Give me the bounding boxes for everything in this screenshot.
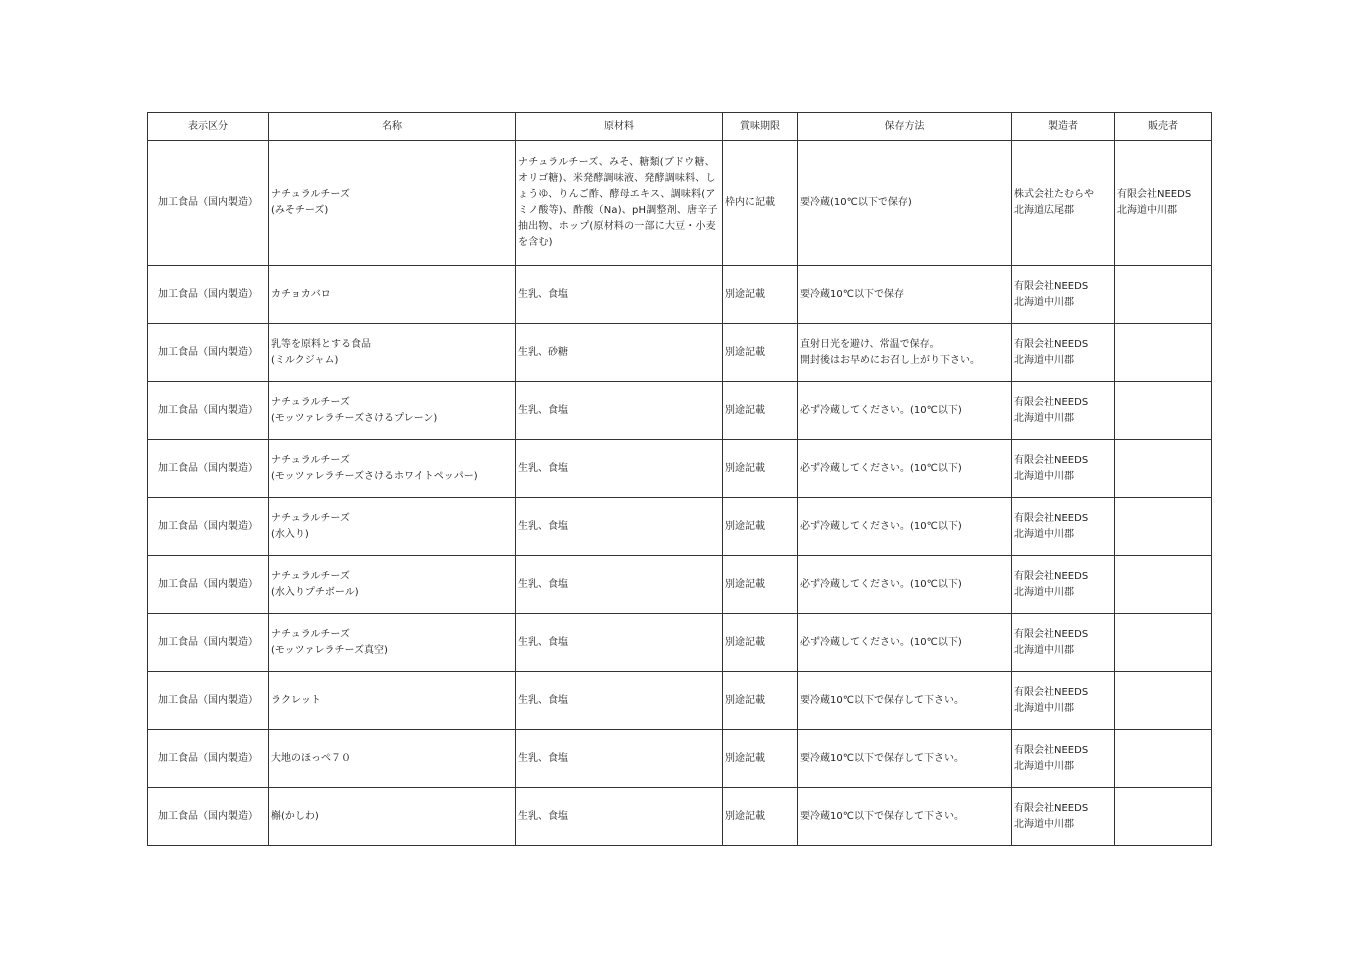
name-line: 槲(かしわ) — [271, 810, 319, 822]
storage-cell — [798, 382, 1012, 440]
manufacturer-line: 有限会社NEEDS — [1014, 570, 1089, 582]
expiry-text: 別途記載 — [725, 346, 765, 358]
ingredients-cell — [516, 324, 723, 382]
expiry-text: 枠内に記載 — [725, 197, 775, 208]
seller-cell — [1115, 672, 1212, 730]
expiry-cell — [723, 141, 798, 266]
category-text: 加工食品（国内製造） — [158, 288, 258, 300]
storage-cell — [798, 614, 1012, 672]
name-cell — [269, 440, 516, 498]
expiry-cell — [723, 324, 798, 382]
name-line: (モッツァレラチーズさけるプレーン) — [271, 412, 438, 424]
category-cell — [148, 266, 269, 324]
manufacturer-line: 北海道中川郡 — [1014, 528, 1074, 540]
ingredients-text: 生乳、食塩 — [518, 462, 568, 474]
header-ingredients: 原材料 — [516, 113, 723, 141]
storage-line: 要冷蔵10℃以下で保存して下さい。 — [800, 810, 964, 822]
header-storage: 保存方法 — [798, 113, 1012, 141]
expiry-cell — [723, 266, 798, 324]
expiry-text: 別途記載 — [725, 810, 765, 822]
manufacturer-cell — [1012, 788, 1115, 846]
name-line: 乳等を原料とする食品 — [271, 338, 371, 350]
name-line: ラクレット — [271, 694, 321, 706]
header-category: 表示区分 — [148, 113, 269, 141]
storage-line: 直射日光を避け、常温で保存。 — [800, 338, 940, 350]
category-cell — [148, 324, 269, 382]
storage-line: 必ず冷蔵してください。(10℃以下) — [800, 404, 962, 416]
ingredients-text: 生乳、食塩 — [518, 810, 568, 822]
manufacturer-cell — [1012, 614, 1115, 672]
manufacturer-line: 北海道広尾郡 — [1014, 205, 1074, 216]
name-cell — [269, 614, 516, 672]
manufacturer-line: 有限会社NEEDS — [1014, 454, 1089, 466]
category-cell — [148, 382, 269, 440]
manufacturer-line: 有限会社NEEDS — [1014, 512, 1089, 524]
manufacturer-line: 有限会社NEEDS — [1014, 802, 1089, 814]
storage-cell — [798, 440, 1012, 498]
table-row — [148, 730, 1212, 788]
category-text: 加工食品（国内製造） — [158, 752, 258, 764]
seller-cell — [1115, 614, 1212, 672]
storage-cell — [798, 498, 1012, 556]
storage-line: 必ず冷蔵してください。(10℃以下) — [800, 520, 962, 532]
manufacturer-line: 北海道中川郡 — [1014, 586, 1074, 598]
name-line: ナチュラルチーズ — [271, 396, 350, 408]
name-line: ナチュラルチーズ — [271, 628, 350, 640]
name-cell — [269, 672, 516, 730]
expiry-cell — [723, 440, 798, 498]
seller-cell — [1115, 730, 1212, 788]
category-text: 加工食品（国内製造） — [158, 404, 258, 416]
expiry-cell — [723, 614, 798, 672]
table-row — [148, 556, 1212, 614]
manufacturer-line: 有限会社NEEDS — [1014, 686, 1089, 698]
seller-line: 有限会社NEEDS — [1117, 189, 1192, 200]
ingredients-cell — [516, 498, 723, 556]
name-cell — [269, 498, 516, 556]
manufacturer-line: 有限会社NEEDS — [1014, 338, 1089, 350]
name-line: ナチュラルチーズ — [271, 570, 350, 582]
ingredients-text: 生乳、食塩 — [518, 636, 568, 648]
seller-cell — [1115, 440, 1212, 498]
manufacturer-line: 有限会社NEEDS — [1014, 744, 1089, 756]
name-line: ナチュラルチーズ — [271, 189, 350, 200]
name-line: カチョカバロ — [271, 288, 331, 300]
manufacturer-cell — [1012, 266, 1115, 324]
table-row — [148, 614, 1212, 672]
name-cell — [269, 141, 516, 266]
name-line: 大地のほっぺ７０ — [271, 752, 351, 764]
name-line: (みそチーズ) — [271, 205, 329, 216]
category-text: 加工食品（国内製造） — [158, 636, 258, 648]
seller-cell — [1115, 266, 1212, 324]
expiry-cell — [723, 730, 798, 788]
manufacturer-line: 北海道中川郡 — [1014, 760, 1074, 772]
table-row — [148, 440, 1212, 498]
storage-line: 必ず冷蔵してください。(10℃以下) — [800, 578, 962, 590]
name-line: ナチュラルチーズ — [271, 512, 350, 524]
ingredients-cell — [516, 556, 723, 614]
name-line: (ミルクジャム) — [271, 354, 339, 366]
ingredients-cell — [516, 672, 723, 730]
storage-cell — [798, 556, 1012, 614]
table-body — [148, 141, 1212, 846]
seller-cell — [1115, 498, 1212, 556]
ingredients-text: 生乳、食塩 — [518, 752, 568, 764]
category-text: 加工食品（国内製造） — [158, 462, 258, 474]
storage-line: 開封後はお早めにお召し上がり下さい。 — [800, 354, 980, 366]
name-cell — [269, 788, 516, 846]
expiry-cell — [723, 382, 798, 440]
table-row — [148, 324, 1212, 382]
manufacturer-line: 有限会社NEEDS — [1014, 396, 1089, 408]
storage-line: 要冷蔵10℃以下で保存 — [800, 288, 904, 300]
seller-cell — [1115, 788, 1212, 846]
expiry-cell — [723, 556, 798, 614]
manufacturer-line: 北海道中川郡 — [1014, 644, 1074, 656]
category-cell — [148, 672, 269, 730]
manufacturer-line: 北海道中川郡 — [1014, 818, 1074, 830]
ingredients-cell — [516, 141, 723, 266]
expiry-text: 別途記載 — [725, 462, 765, 474]
manufacturer-line: 有限会社NEEDS — [1014, 628, 1089, 640]
storage-cell — [798, 324, 1012, 382]
name-cell — [269, 324, 516, 382]
ingredients-cell — [516, 382, 723, 440]
seller-cell — [1115, 382, 1212, 440]
expiry-text: 別途記載 — [725, 578, 765, 590]
storage-cell — [798, 672, 1012, 730]
header-manufacturer: 製造者 — [1012, 113, 1115, 141]
category-text: 加工食品（国内製造） — [158, 520, 258, 532]
category-cell — [148, 730, 269, 788]
ingredients-text: 生乳、食塩 — [518, 288, 568, 300]
expiry-cell — [723, 498, 798, 556]
expiry-text: 別途記載 — [725, 636, 765, 648]
category-text: 加工食品（国内製造） — [158, 810, 258, 822]
manufacturer-line: 北海道中川郡 — [1014, 296, 1074, 308]
seller-cell — [1115, 324, 1212, 382]
category-cell — [148, 788, 269, 846]
expiry-text: 別途記載 — [725, 752, 765, 764]
manufacturer-line: 北海道中川郡 — [1014, 470, 1074, 482]
storage-line: 要冷蔵(10℃以下で保存) — [800, 197, 912, 208]
ingredients-cell — [516, 730, 723, 788]
manufacturer-line: 北海道中川郡 — [1014, 354, 1074, 366]
ingredients-text: ナチュラルチーズ、みそ、糖類(ブドウ糖、オリゴ糖)、米発酵調味液、発酵調味料、しょうゆ、りんご酢、酵母エキス、調味料(アミノ酸等)、酢酸（Na)、pH調整剤、唐辛子抽出物、ホップ(原材料の一部に大豆・小麦を含む) — [518, 157, 718, 248]
category-cell — [148, 141, 269, 266]
name-cell — [269, 730, 516, 788]
ingredients-text: 生乳、食塩 — [518, 520, 568, 532]
name-line: (水入り) — [271, 528, 309, 540]
manufacturer-cell — [1012, 556, 1115, 614]
table-row — [148, 498, 1212, 556]
manufacturer-line: 北海道中川郡 — [1014, 412, 1074, 424]
header-name: 名称 — [269, 113, 516, 141]
name-cell — [269, 556, 516, 614]
name-line: ナチュラルチーズ — [271, 454, 350, 466]
category-text: 加工食品（国内製造） — [158, 694, 258, 706]
manufacturer-cell — [1012, 672, 1115, 730]
table-row — [148, 672, 1212, 730]
seller-line: 北海道中川郡 — [1117, 205, 1177, 216]
header-seller: 販売者 — [1115, 113, 1212, 141]
manufacturer-line: 北海道中川郡 — [1014, 702, 1074, 714]
expiry-text: 別途記載 — [725, 694, 765, 706]
ingredients-cell — [516, 266, 723, 324]
storage-cell — [798, 788, 1012, 846]
category-text: 加工食品（国内製造） — [158, 578, 258, 590]
expiry-cell — [723, 788, 798, 846]
storage-cell — [798, 141, 1012, 266]
category-cell — [148, 498, 269, 556]
expiry-text: 別途記載 — [725, 520, 765, 532]
manufacturer-cell — [1012, 498, 1115, 556]
manufacturer-line: 有限会社NEEDS — [1014, 280, 1089, 292]
storage-line: 要冷蔵10℃以下で保存して下さい。 — [800, 752, 964, 764]
manufacturer-cell — [1012, 382, 1115, 440]
ingredients-cell — [516, 788, 723, 846]
name-line: (モッツァレラチーズさけるホワイトペッパー) — [271, 470, 478, 482]
table-row — [148, 141, 1212, 266]
ingredients-text: 生乳、砂糖 — [518, 346, 568, 358]
manufacturer-cell — [1012, 141, 1115, 266]
expiry-text: 別途記載 — [725, 288, 765, 300]
table-row — [148, 788, 1212, 846]
category-text: 加工食品（国内製造） — [158, 346, 258, 358]
ingredients-cell — [516, 614, 723, 672]
expiry-text: 別途記載 — [725, 404, 765, 416]
category-text: 加工食品（国内製造） — [158, 197, 258, 208]
name-line: (水入りプチボール) — [271, 586, 359, 598]
storage-cell — [798, 730, 1012, 788]
ingredients-text: 生乳、食塩 — [518, 578, 568, 590]
header-expiry: 賞味期限 — [723, 113, 798, 141]
ingredients-cell — [516, 440, 723, 498]
ingredients-text: 生乳、食塩 — [518, 694, 568, 706]
storage-cell — [798, 266, 1012, 324]
name-cell — [269, 266, 516, 324]
category-cell — [148, 440, 269, 498]
category-cell — [148, 614, 269, 672]
name-cell — [269, 382, 516, 440]
seller-cell — [1115, 141, 1212, 266]
seller-cell — [1115, 556, 1212, 614]
table-row — [148, 266, 1212, 324]
category-cell — [148, 556, 269, 614]
name-line: (モッツァレラチーズ真空) — [271, 644, 388, 656]
storage-line: 要冷蔵10℃以下で保存して下さい。 — [800, 694, 964, 706]
storage-line: 必ず冷蔵してください。(10℃以下) — [800, 636, 962, 648]
manufacturer-line: 株式会社たむらや — [1014, 189, 1094, 200]
manufacturer-cell — [1012, 324, 1115, 382]
product-label-table — [147, 112, 1212, 846]
header-row — [148, 113, 1212, 141]
table-row — [148, 382, 1212, 440]
storage-line: 必ず冷蔵してください。(10℃以下) — [800, 462, 962, 474]
manufacturer-cell — [1012, 440, 1115, 498]
expiry-cell — [723, 672, 798, 730]
ingredients-text: 生乳、食塩 — [518, 404, 568, 416]
manufacturer-cell — [1012, 730, 1115, 788]
